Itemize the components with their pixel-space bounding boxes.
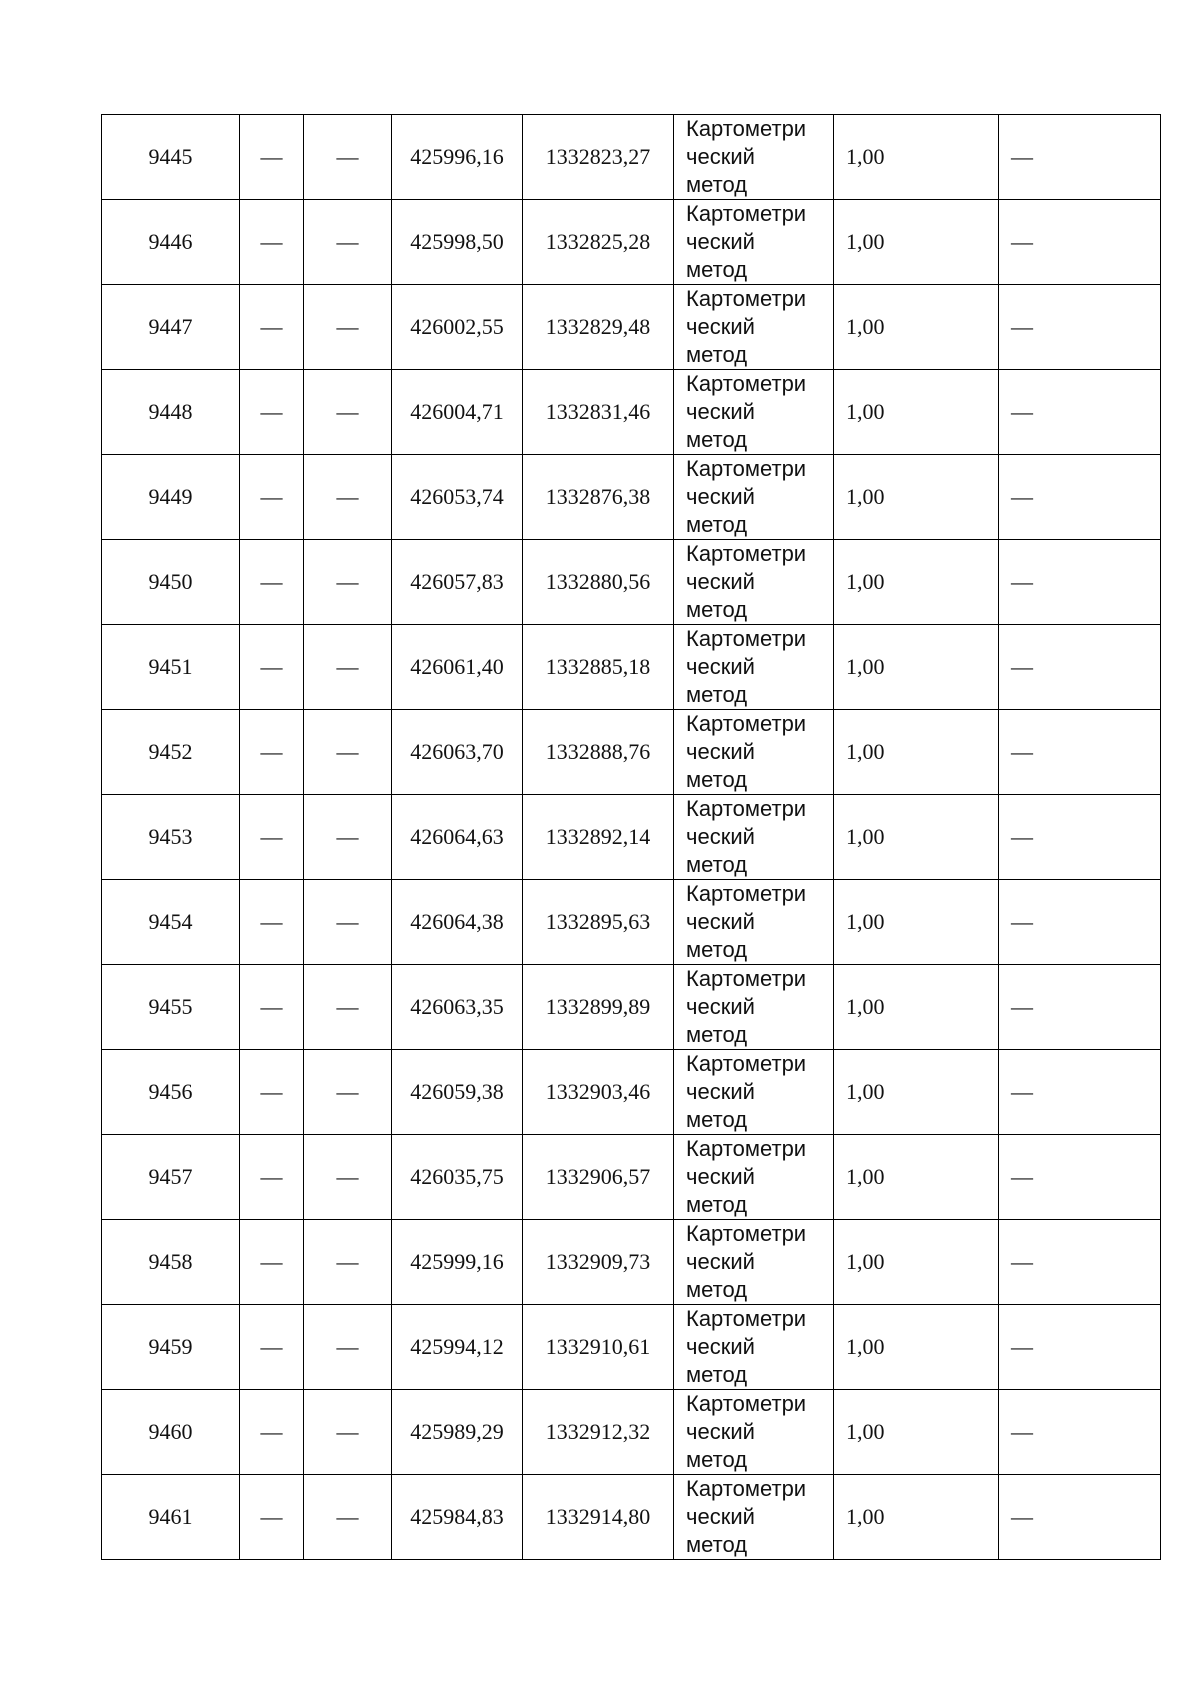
point-number-cell: 9454 <box>102 880 240 965</box>
y-coordinate-cell: 1332906,57 <box>523 1135 674 1220</box>
method-cell <box>674 1390 834 1475</box>
x-coordinate-cell: 426035,75 <box>392 1135 523 1220</box>
method-line: ческий <box>686 1334 755 1359</box>
description-cell: — <box>999 285 1161 370</box>
old-x-cell: — <box>240 880 304 965</box>
point-number-cell: 9455 <box>102 965 240 1050</box>
method-cell <box>674 115 834 200</box>
table-row <box>102 1305 1161 1390</box>
accuracy-cell: 1,00 <box>834 880 999 965</box>
method-line: метод <box>686 1532 748 1557</box>
y-coordinate-cell: 1332895,63 <box>523 880 674 965</box>
description-cell: — <box>999 1050 1161 1135</box>
method-line: ческий <box>686 909 755 934</box>
y-coordinate-cell: 1332914,80 <box>523 1475 674 1560</box>
method-line: Картометри <box>686 1306 807 1331</box>
method-line: ческий <box>686 314 755 339</box>
accuracy-cell: 1,00 <box>834 540 999 625</box>
method-line: метод <box>686 1192 748 1217</box>
table-row <box>102 200 1161 285</box>
method-cell <box>674 455 834 540</box>
method-line: метод <box>686 257 748 282</box>
method-line: Картометри <box>686 1136 807 1161</box>
method-line: ческий <box>686 1504 755 1529</box>
point-number-cell: 9452 <box>102 710 240 795</box>
method-cell <box>674 1220 834 1305</box>
description-cell: — <box>999 1135 1161 1220</box>
table-row <box>102 285 1161 370</box>
old-y-cell: — <box>304 200 392 285</box>
y-coordinate-cell: 1332888,76 <box>523 710 674 795</box>
table-row <box>102 625 1161 710</box>
description-cell: — <box>999 1305 1161 1390</box>
x-coordinate-cell: 425998,50 <box>392 200 523 285</box>
method-line: ческий <box>686 399 755 424</box>
method-cell <box>674 1050 834 1135</box>
old-x-cell: — <box>240 540 304 625</box>
method-line: метод <box>686 597 748 622</box>
method-line: ческий <box>686 569 755 594</box>
x-coordinate-cell: 426063,70 <box>392 710 523 795</box>
accuracy-cell: 1,00 <box>834 115 999 200</box>
point-number-cell: 9445 <box>102 115 240 200</box>
accuracy-cell: 1,00 <box>834 710 999 795</box>
point-number-cell: 9457 <box>102 1135 240 1220</box>
point-number-cell: 9451 <box>102 625 240 710</box>
y-coordinate-cell: 1332880,56 <box>523 540 674 625</box>
method-line: ческий <box>686 994 755 1019</box>
description-cell: — <box>999 625 1161 710</box>
table-row <box>102 1050 1161 1135</box>
x-coordinate-cell: 425999,16 <box>392 1220 523 1305</box>
description-cell: — <box>999 880 1161 965</box>
old-x-cell: — <box>240 370 304 455</box>
accuracy-cell: 1,00 <box>834 965 999 1050</box>
method-line: Картометри <box>686 371 807 396</box>
method-line: метод <box>686 342 748 367</box>
accuracy-cell: 1,00 <box>834 285 999 370</box>
old-x-cell: — <box>240 200 304 285</box>
old-x-cell: — <box>240 115 304 200</box>
point-number-cell: 9450 <box>102 540 240 625</box>
method-line: метод <box>686 682 748 707</box>
old-y-cell: — <box>304 540 392 625</box>
old-y-cell: — <box>304 880 392 965</box>
method-cell <box>674 880 834 965</box>
old-y-cell: — <box>304 1220 392 1305</box>
description-cell: — <box>999 965 1161 1050</box>
accuracy-cell: 1,00 <box>834 795 999 880</box>
x-coordinate-cell: 426002,55 <box>392 285 523 370</box>
old-y-cell: — <box>304 455 392 540</box>
method-line: метод <box>686 1447 748 1472</box>
method-line: ческий <box>686 1164 755 1189</box>
old-y-cell: — <box>304 370 392 455</box>
old-x-cell: — <box>240 625 304 710</box>
accuracy-cell: 1,00 <box>834 200 999 285</box>
y-coordinate-cell: 1332831,46 <box>523 370 674 455</box>
method-line: ческий <box>686 229 755 254</box>
x-coordinate-cell: 426064,38 <box>392 880 523 965</box>
accuracy-cell: 1,00 <box>834 625 999 710</box>
accuracy-cell: 1,00 <box>834 455 999 540</box>
method-line: Картометри <box>686 711 807 736</box>
point-number-cell: 9446 <box>102 200 240 285</box>
method-line: ческий <box>686 654 755 679</box>
accuracy-cell: 1,00 <box>834 1220 999 1305</box>
old-x-cell: — <box>240 965 304 1050</box>
description-cell: — <box>999 540 1161 625</box>
description-cell: — <box>999 1220 1161 1305</box>
method-line: Картометри <box>686 456 807 481</box>
method-cell <box>674 540 834 625</box>
x-coordinate-cell: 425996,16 <box>392 115 523 200</box>
y-coordinate-cell: 1332876,38 <box>523 455 674 540</box>
method-line: Картометри <box>686 966 807 991</box>
accuracy-cell: 1,00 <box>834 1135 999 1220</box>
table-row <box>102 1220 1161 1305</box>
method-line: Картометри <box>686 116 807 141</box>
method-line: Картометри <box>686 1051 807 1076</box>
old-y-cell: — <box>304 1050 392 1135</box>
y-coordinate-cell: 1332885,18 <box>523 625 674 710</box>
y-coordinate-cell: 1332829,48 <box>523 285 674 370</box>
method-cell <box>674 1305 834 1390</box>
description-cell: — <box>999 710 1161 795</box>
method-line: Картометри <box>686 626 807 651</box>
point-number-cell: 9453 <box>102 795 240 880</box>
table-body <box>102 115 1161 1560</box>
old-y-cell: — <box>304 795 392 880</box>
method-cell <box>674 1135 834 1220</box>
table-row <box>102 1135 1161 1220</box>
table-row <box>102 795 1161 880</box>
x-coordinate-cell: 426057,83 <box>392 540 523 625</box>
point-number-cell: 9449 <box>102 455 240 540</box>
x-coordinate-cell: 426059,38 <box>392 1050 523 1135</box>
old-x-cell: — <box>240 1390 304 1475</box>
description-cell: — <box>999 455 1161 540</box>
method-cell <box>674 200 834 285</box>
method-line: метод <box>686 512 748 537</box>
method-line: Картометри <box>686 881 807 906</box>
old-x-cell: — <box>240 1475 304 1560</box>
y-coordinate-cell: 1332892,14 <box>523 795 674 880</box>
point-number-cell: 9458 <box>102 1220 240 1305</box>
y-coordinate-cell: 1332912,32 <box>523 1390 674 1475</box>
table-row <box>102 1475 1161 1560</box>
table-row <box>102 455 1161 540</box>
point-number-cell: 9456 <box>102 1050 240 1135</box>
method-cell <box>674 795 834 880</box>
table-row <box>102 1390 1161 1475</box>
method-line: ческий <box>686 144 755 169</box>
y-coordinate-cell: 1332903,46 <box>523 1050 674 1135</box>
method-line: метод <box>686 1362 748 1387</box>
description-cell: — <box>999 1475 1161 1560</box>
old-y-cell: — <box>304 625 392 710</box>
y-coordinate-cell: 1332899,89 <box>523 965 674 1050</box>
method-line: ческий <box>686 1249 755 1274</box>
y-coordinate-cell: 1332910,61 <box>523 1305 674 1390</box>
x-coordinate-cell: 425989,29 <box>392 1390 523 1475</box>
x-coordinate-cell: 426064,63 <box>392 795 523 880</box>
method-cell <box>674 965 834 1050</box>
old-x-cell: — <box>240 1050 304 1135</box>
method-line: Картометри <box>686 1476 807 1501</box>
old-y-cell: — <box>304 285 392 370</box>
table-row <box>102 965 1161 1050</box>
method-line: метод <box>686 1277 748 1302</box>
method-line: ческий <box>686 824 755 849</box>
description-cell: — <box>999 1390 1161 1475</box>
old-y-cell: — <box>304 965 392 1050</box>
point-number-cell: 9448 <box>102 370 240 455</box>
old-y-cell: — <box>304 115 392 200</box>
point-number-cell: 9460 <box>102 1390 240 1475</box>
old-x-cell: — <box>240 1135 304 1220</box>
old-x-cell: — <box>240 1305 304 1390</box>
accuracy-cell: 1,00 <box>834 1305 999 1390</box>
method-cell <box>674 625 834 710</box>
x-coordinate-cell: 426004,71 <box>392 370 523 455</box>
table-row <box>102 880 1161 965</box>
old-x-cell: — <box>240 285 304 370</box>
method-line: метод <box>686 1107 748 1132</box>
old-y-cell: — <box>304 1305 392 1390</box>
old-x-cell: — <box>240 455 304 540</box>
old-y-cell: — <box>304 710 392 795</box>
method-line: метод <box>686 1022 748 1047</box>
coordinates-table <box>101 114 1161 1560</box>
table-row <box>102 540 1161 625</box>
x-coordinate-cell: 425994,12 <box>392 1305 523 1390</box>
table-row <box>102 115 1161 200</box>
method-line: ческий <box>686 1079 755 1104</box>
method-line: метод <box>686 937 748 962</box>
method-line: метод <box>686 767 748 792</box>
method-line: Картометри <box>686 796 807 821</box>
y-coordinate-cell: 1332823,27 <box>523 115 674 200</box>
method-cell <box>674 710 834 795</box>
point-number-cell: 9447 <box>102 285 240 370</box>
table-row <box>102 370 1161 455</box>
method-line: Картометри <box>686 1391 807 1416</box>
method-cell <box>674 370 834 455</box>
method-cell <box>674 285 834 370</box>
x-coordinate-cell: 425984,83 <box>392 1475 523 1560</box>
old-x-cell: — <box>240 1220 304 1305</box>
method-line: ческий <box>686 739 755 764</box>
description-cell: — <box>999 115 1161 200</box>
x-coordinate-cell: 426053,74 <box>392 455 523 540</box>
x-coordinate-cell: 426061,40 <box>392 625 523 710</box>
y-coordinate-cell: 1332909,73 <box>523 1220 674 1305</box>
point-number-cell: 9461 <box>102 1475 240 1560</box>
old-y-cell: — <box>304 1475 392 1560</box>
description-cell: — <box>999 795 1161 880</box>
method-cell <box>674 1475 834 1560</box>
point-number-cell: 9459 <box>102 1305 240 1390</box>
method-line: ческий <box>686 1419 755 1444</box>
method-line: Картометри <box>686 1221 807 1246</box>
x-coordinate-cell: 426063,35 <box>392 965 523 1050</box>
y-coordinate-cell: 1332825,28 <box>523 200 674 285</box>
method-line: ческий <box>686 484 755 509</box>
accuracy-cell: 1,00 <box>834 1390 999 1475</box>
method-line: метод <box>686 427 748 452</box>
description-cell: — <box>999 370 1161 455</box>
accuracy-cell: 1,00 <box>834 1475 999 1560</box>
accuracy-cell: 1,00 <box>834 1050 999 1135</box>
method-line: Картометри <box>686 541 807 566</box>
old-x-cell: — <box>240 795 304 880</box>
method-line: метод <box>686 852 748 877</box>
old-y-cell: — <box>304 1390 392 1475</box>
description-cell: — <box>999 200 1161 285</box>
old-x-cell: — <box>240 710 304 795</box>
table-row <box>102 710 1161 795</box>
accuracy-cell: 1,00 <box>834 370 999 455</box>
method-line: Картометри <box>686 201 807 226</box>
method-line: Картометри <box>686 286 807 311</box>
method-line: метод <box>686 172 748 197</box>
old-y-cell: — <box>304 1135 392 1220</box>
